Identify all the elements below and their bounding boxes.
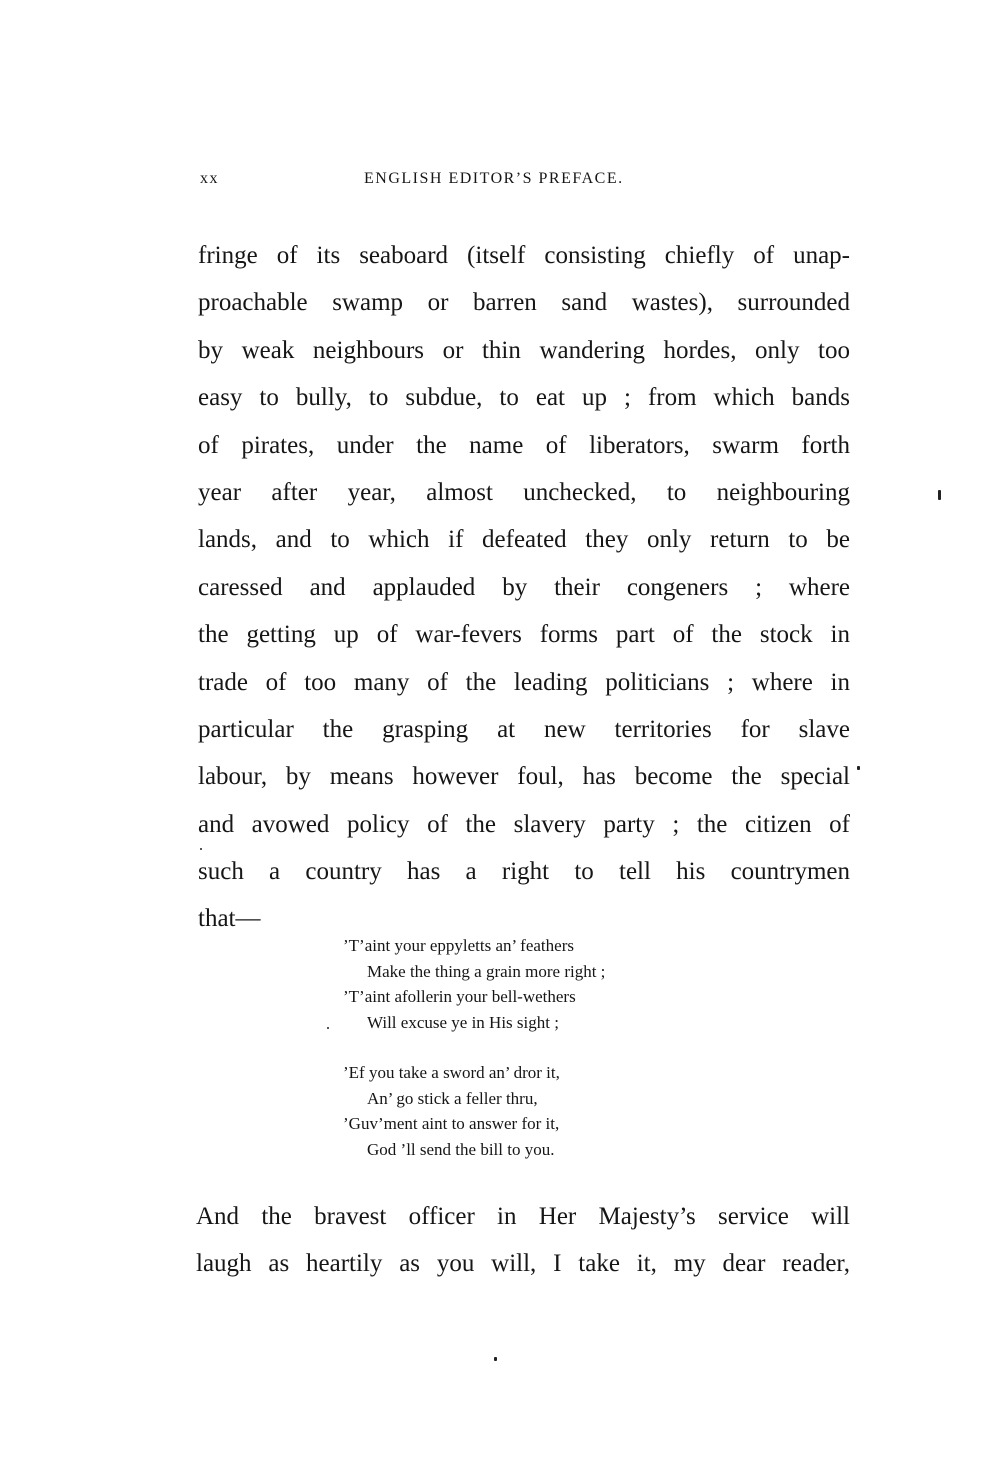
verse-line: ’T’aint afollerin your bell-wethers: [343, 987, 576, 1006]
body-line: And the bravest officer in Her Majesty’s service will: [196, 1203, 850, 1230]
page-number: xx: [200, 170, 219, 187]
body-line: caressed and applauded by their congeners ; where: [198, 573, 850, 601]
body-line: laugh as heartily as you will, I take it, my dear reader,: [196, 1250, 850, 1277]
body-line: proachable swamp or barren sand wastes), surrounded: [198, 289, 850, 317]
body-line: fringe of its seaboard (itself consisting chiefly of unap-: [198, 242, 850, 269]
body-paragraph: [198, 232, 850, 943]
body-line: particular the grasping at new territories for slave: [198, 715, 850, 743]
verse-line: Make the thing a grain more right ;: [367, 961, 606, 981]
verse-stanza: [343, 933, 605, 1035]
scan-speck: [200, 848, 202, 850]
verse-stanza: [343, 1060, 605, 1162]
body-line: that—: [198, 905, 261, 933]
verse-line: ’Ef you take a sword an’ dror it,: [343, 1063, 560, 1082]
body-line: year after year, almost unchecked, to neighbouring: [198, 478, 850, 506]
verse-line: An’ go stick a feller thru,: [367, 1088, 538, 1108]
verse-line: God ’ll send the bill to you.: [367, 1139, 555, 1159]
closing-paragraph: [196, 1193, 850, 1287]
body-line: the getting up of war-fevers forms part of the stock in: [198, 621, 850, 649]
verse-quotation: [343, 933, 605, 1187]
running-head: ENGLISH EDITOR’S PREFACE.: [364, 170, 624, 187]
body-line: easy to bully, to subdue, to eat up ; from which bands: [198, 384, 850, 412]
body-line: lands, and to which if defeated they only return to be: [198, 526, 850, 554]
verse-line: ’Guv’ment aint to answer for it,: [343, 1114, 560, 1133]
scan-speck: [857, 766, 860, 770]
body-line: of pirates, under the name of liberators, swarm forth: [198, 431, 850, 459]
verse-line: ’T’aint your eppyletts an’ feathers: [343, 936, 574, 955]
scan-speck: [938, 490, 941, 500]
body-line: such a country has a right to tell his countrymen: [198, 858, 850, 886]
body-line: and avowed policy of the slavery party ; the citizen of: [198, 810, 850, 838]
scan-speck: [327, 1027, 329, 1029]
body-line: labour, by means however foul, has become the special: [198, 763, 850, 791]
scan-speck: [494, 1357, 497, 1361]
body-line: by weak neighbours or thin wandering hordes, only too: [198, 336, 850, 364]
page-header: [200, 170, 850, 194]
body-line: trade of too many of the leading politicians ; where in: [198, 668, 850, 696]
verse-line: Will excuse ye in His sight ;: [367, 1012, 559, 1032]
